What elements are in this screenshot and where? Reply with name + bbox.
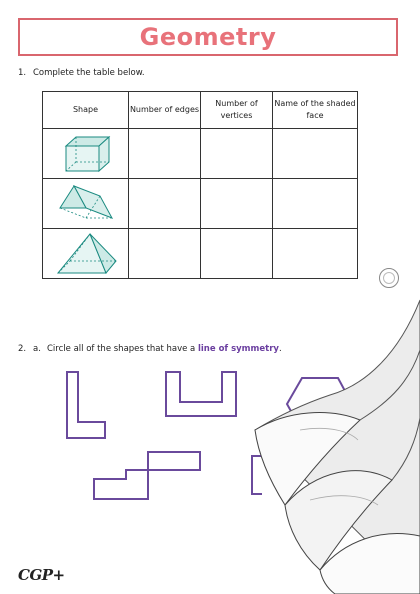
cgp-logo: CGP+ bbox=[18, 566, 65, 584]
header-shaded-face: Name of the shaded face bbox=[273, 92, 358, 129]
header-edges: Number of edges bbox=[129, 92, 201, 129]
header-vertices: Number of vertices bbox=[201, 92, 273, 129]
line-of-symmetry-keyword: line of symmetry bbox=[197, 344, 279, 354]
question-2-end: . bbox=[278, 344, 282, 354]
question-1-text: Complete the table below. bbox=[33, 68, 145, 78]
question-2-part: a. bbox=[33, 344, 41, 354]
question-2-number: 2. bbox=[18, 344, 27, 354]
question-1-number: 1. bbox=[18, 68, 27, 78]
question-2-text: Circle all of the shapes that have a bbox=[47, 344, 198, 354]
header-shape: Shape bbox=[43, 92, 129, 129]
page-title: Geometry bbox=[139, 23, 277, 51]
